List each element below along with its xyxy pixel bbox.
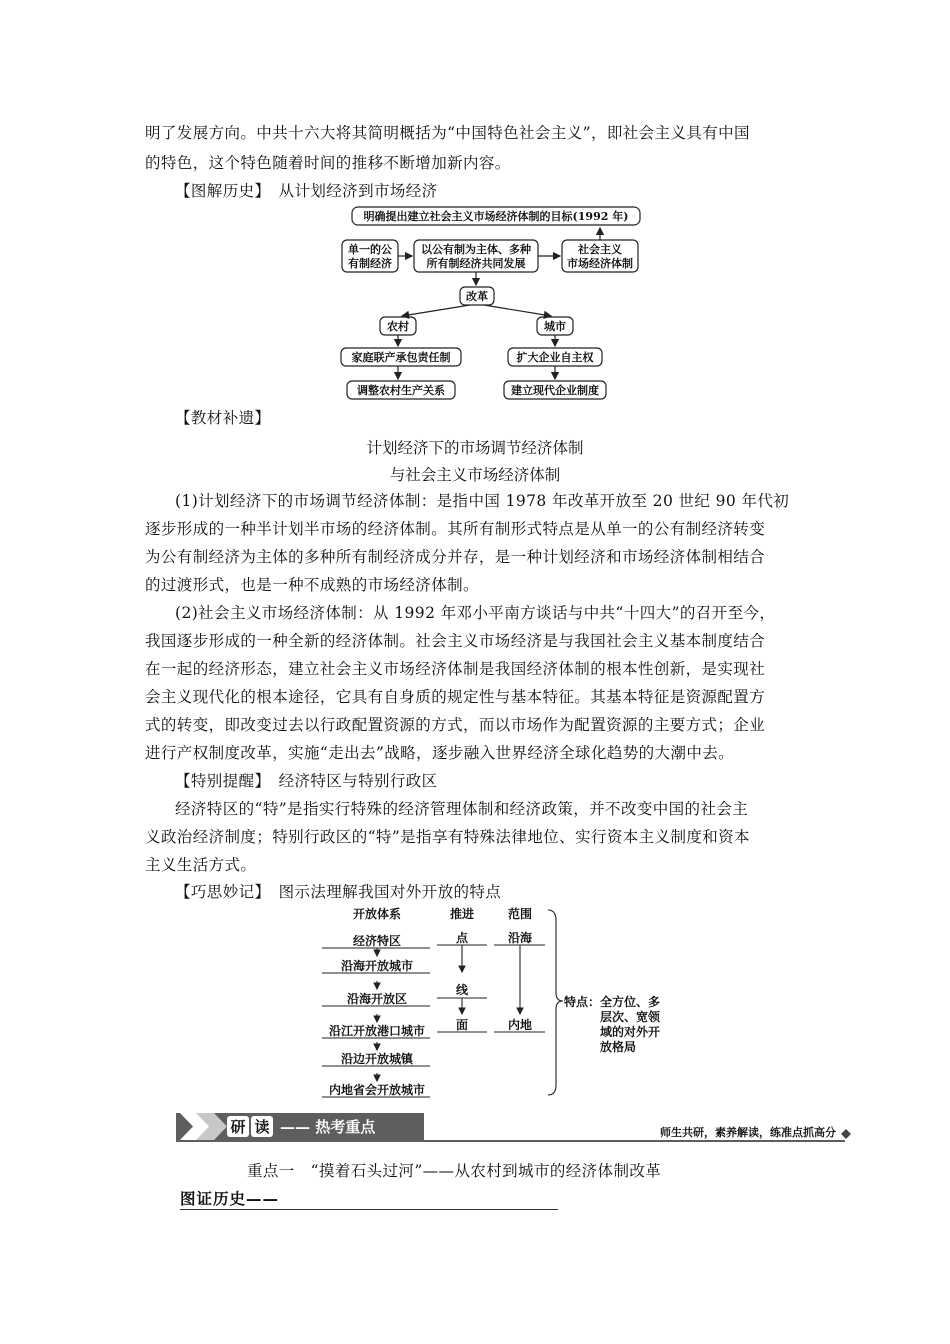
banner-slogan: 师生共研，素养解读，练准点抓高分 bbox=[660, 1126, 836, 1139]
opening-item: 沿海开放区 bbox=[346, 992, 408, 1006]
tujie-label: 【图解历史】 bbox=[175, 182, 263, 200]
tebie-line: 主义生活方式。 bbox=[145, 856, 257, 874]
opening-item: 沿江开放港口城市 bbox=[328, 1024, 426, 1038]
jiaocai-p1-line: 逐步形成的一种半计划半市场的经济体制。其所有制形式特点是从单一的公有制经济转变 bbox=[145, 520, 766, 538]
market-economy-l1: 社会主义 bbox=[578, 243, 622, 256]
mixed-ownership-l2: 所有制经济共同发展 bbox=[426, 257, 526, 270]
feature-line: 放格局 bbox=[600, 1040, 637, 1054]
single-ownership-l2: 有制经济 bbox=[348, 257, 392, 270]
tebie-label: 【特别提醒】 bbox=[175, 772, 263, 790]
jiaocai-p2-line: 进行产权制度改革，实施“走出去”战略，逐步融入世界经济全球化趋势的大潮中去。 bbox=[145, 744, 735, 762]
jiaocai-p2-line: (2)社会主义市场经济体制：从 1992 年邓小平南方谈话与中共“十四大”的召开至今， bbox=[175, 604, 776, 622]
intro-line-1: 明了发展方向。中共十六大将其简明概括为“中国特色社会主义”，即社会主义具有中国 bbox=[145, 124, 750, 142]
opening-item: 内地省会开放城市 bbox=[328, 1083, 426, 1097]
feature-line: 域的对外开 bbox=[600, 1025, 661, 1039]
tuzheng-underline bbox=[180, 1209, 558, 1210]
jiaocai-p2-line: 在一起的经济形态，建立社会主义市场经济体制是我国经济体制的根本性创新，是实现社 bbox=[145, 660, 766, 678]
mixed-ownership-l1: 以公有制为主体、多种 bbox=[421, 243, 531, 256]
tujie-title: 从计划经济到市场经济 bbox=[278, 182, 438, 200]
market-economy-l2: 市场经济体制 bbox=[567, 257, 633, 270]
intro-line-2: 的特色，这个特色随着时间的推移不断增加新内容。 bbox=[145, 154, 511, 172]
feature-line: 特点：全方位、多 bbox=[564, 995, 661, 1009]
banner-char-1: 研 bbox=[230, 1118, 246, 1136]
qiaosi-title: 图示法理解我国对外开放的特点 bbox=[278, 883, 502, 901]
jiaocai-p2-line: 我国逐步形成的一种全新的经济体制。社会主义市场经济是与我国社会主义基本制度结合 bbox=[145, 632, 766, 650]
tuzheng-label: 图证历史—— bbox=[180, 1190, 280, 1208]
key-point-title: 重点一 “摸着石头过河”——从农村到城市的经济体制改革 bbox=[247, 1162, 662, 1180]
banner-title-rest: —— 热考重点 bbox=[280, 1118, 376, 1136]
advance-area: 面 bbox=[455, 1018, 469, 1032]
tebie-header bbox=[175, 771, 438, 791]
opening-system-head: 开放体系 bbox=[352, 907, 402, 921]
jiaocai-p2-line: 会主义现代化的根本途径，它具有自身质的规定性与基本特征。其基本特征是资源配置方 bbox=[145, 688, 766, 706]
scope-head: 范围 bbox=[507, 907, 533, 921]
urban-text: 城市 bbox=[544, 320, 566, 333]
scope-inland: 内地 bbox=[507, 1018, 533, 1032]
planned-to-market-diagram bbox=[330, 203, 650, 403]
opening-up-diagram bbox=[315, 902, 695, 1104]
single-ownership-l1: 单一的公 bbox=[348, 243, 392, 256]
adjust-rural-text: 调整农村生产关系 bbox=[357, 384, 445, 397]
scope-coastal: 沿海 bbox=[507, 931, 533, 945]
tebie-line: 经济特区的“特”是指实行特殊的经济管理体制和经济政策，并不改变中国的社会主 bbox=[175, 800, 749, 818]
advance-head: 推进 bbox=[449, 907, 475, 921]
tebie-line: 义政治经济制度；特别行政区的“特”是指享有特殊法律地位、实行资本主义制度和资本 bbox=[145, 828, 750, 846]
enterprise-autonomy-text: 扩大企业自主权 bbox=[516, 351, 594, 364]
tebie-title: 经济特区与特别行政区 bbox=[278, 772, 438, 790]
advance-line: 线 bbox=[455, 983, 469, 997]
tujie-header bbox=[175, 181, 438, 201]
jiaocai-p2-line: 式的转变，即改变过去以行政配置资源的方式，而以市场作为配置资源的主要方式；企业 bbox=[145, 716, 766, 734]
opening-item: 经济特区 bbox=[352, 934, 402, 948]
household-contract-text: 家庭联产承包责任制 bbox=[351, 351, 451, 364]
advance-point: 点 bbox=[455, 931, 469, 945]
modern-enterprise-text: 建立现代企业制度 bbox=[511, 384, 599, 397]
goal-text: 明确提出建立社会主义市场经济体制的目标(1992 年) bbox=[363, 210, 629, 223]
opening-item: 沿边开放城镇 bbox=[340, 1052, 414, 1066]
jiaocai-p1-line: 的过渡形式，也是一种不成熟的市场经济体制。 bbox=[145, 576, 479, 594]
qiaosi-label: 【巧思妙记】 bbox=[175, 883, 263, 901]
jiaocai-p1-line: (1)计划经济下的市场调节经济体制：是指中国 1978 年改革开放至 20 世纪 90 年代初 bbox=[175, 492, 790, 510]
jiaocai-title-1: 计划经济下的市场调节经济体制 bbox=[366, 439, 584, 457]
jiaocai-p1-line: 为公有制经济为主体的多种所有制经济成分并存，是一种计划经济和市场经济体制相结合 bbox=[145, 548, 766, 566]
jiaocai-title-2: 与社会主义市场经济体制 bbox=[389, 466, 561, 484]
reform-text: 改革 bbox=[466, 290, 488, 303]
qiaosi-header bbox=[175, 882, 501, 902]
feature-line: 层次、宽领 bbox=[600, 1010, 661, 1024]
rural-text: 农村 bbox=[387, 320, 409, 333]
opening-item: 沿海开放城市 bbox=[340, 959, 414, 973]
banner-char-2: 读 bbox=[254, 1118, 270, 1136]
jiaocai-label: 【教材补遗】 bbox=[175, 409, 271, 427]
section-banner bbox=[170, 1110, 860, 1148]
